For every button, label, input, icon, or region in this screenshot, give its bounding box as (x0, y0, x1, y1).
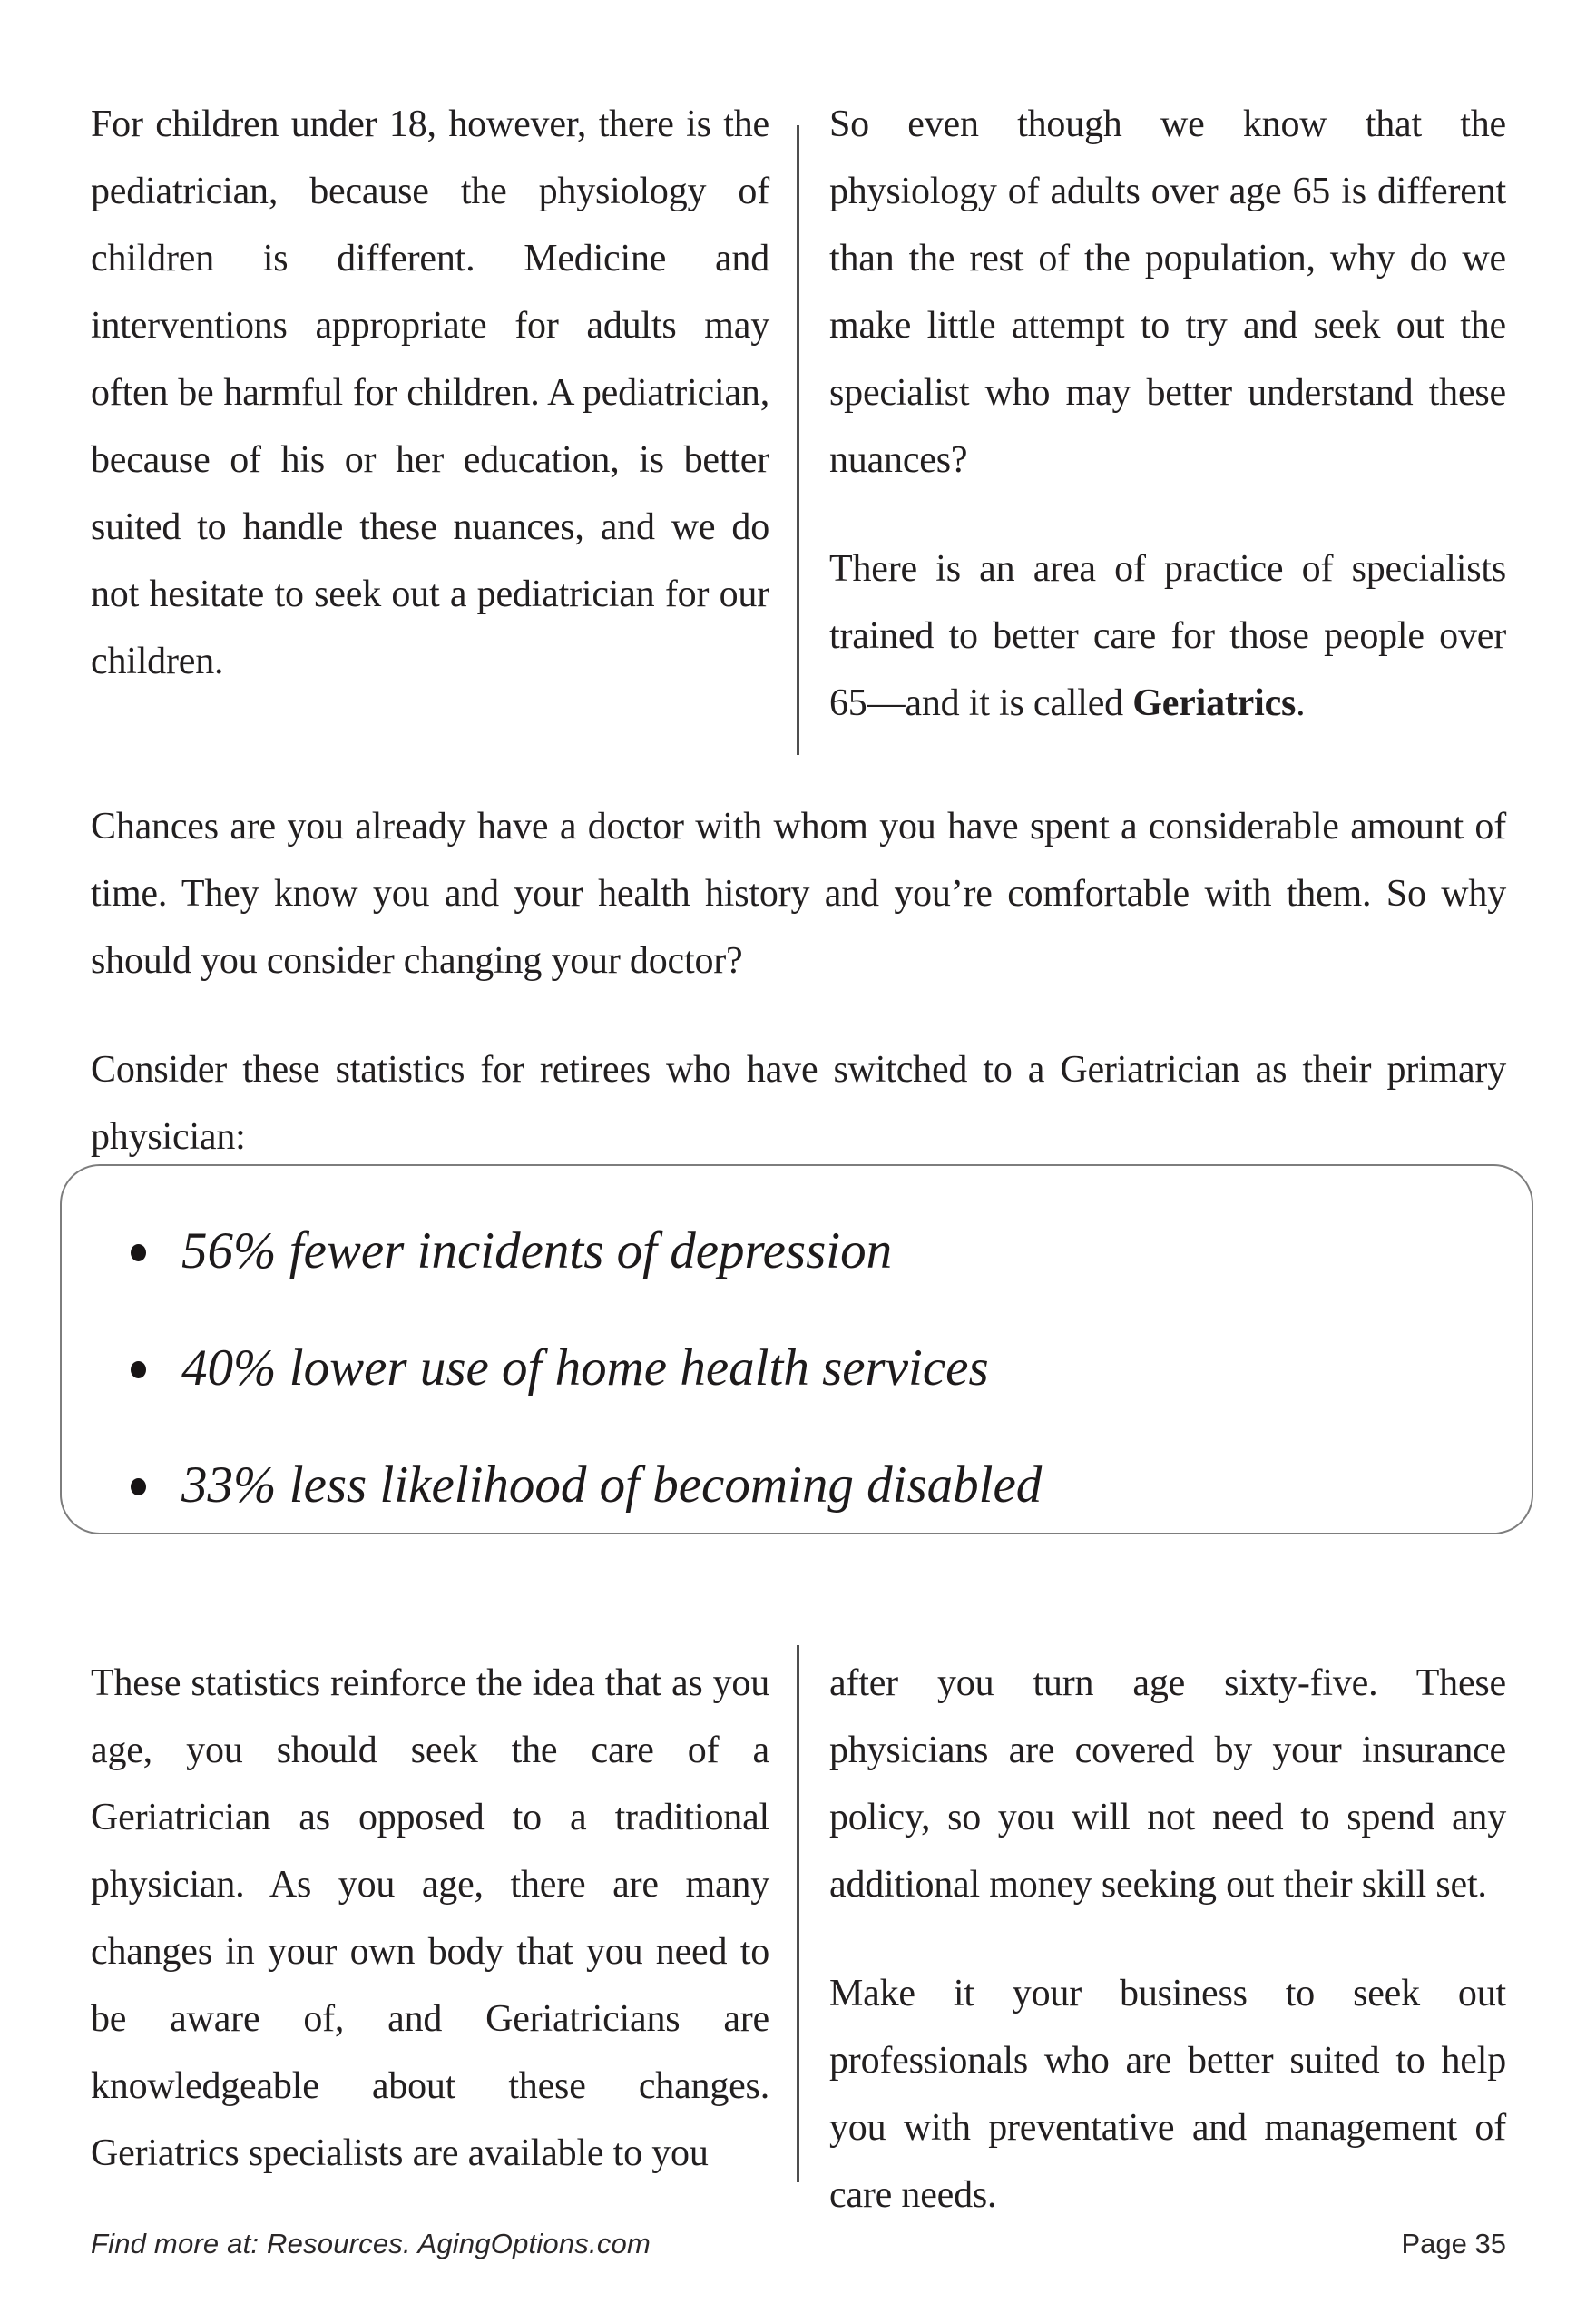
paragraph-consider-statistics: Consider these statistics for retirees who have switched to a Geriatrician as their primary physician: (91, 1049, 1506, 1158)
footer-resource-note: Find more at: Resources. AgingOptions.com (91, 2228, 651, 2259)
page-footer (91, 2228, 1506, 2260)
geriatrics-term: Geriatrics (1132, 682, 1297, 724)
stat-item-depression (131, 1219, 1495, 1284)
paragraph-children-pediatrician: For children under 18, however, there is the pediatrician, because the physiology of children is different. Medicine and interventions appropriate for adults may often be harmful for children. A pediatrician, because of his or her education, is better suited to handle these nuances, and we do not hesitate to seek out a pediatrician for our children. (91, 103, 769, 682)
geriatrics-intro-text: There is an area of practice of specialists trained to better care for those people over 65—and it is called (829, 548, 1506, 724)
page-number: Page 35 (1401, 2228, 1506, 2259)
stat-item-text: 56% fewer incidents of depression (181, 1222, 893, 1279)
paragraph-chances-doctor: Chances are you already have a doctor with whom you have spent a considerable amount of time. They know you and your health history and you’re comfortable with them. So why should you consider changing your doctor? (91, 806, 1506, 982)
geriatrics-period: . (1296, 682, 1306, 724)
paragraph-geriatrics-intro (829, 535, 1506, 737)
bottom-right-column (829, 1650, 1506, 2229)
stat-item-text: 40% lower use of home health services (181, 1339, 989, 1397)
middle-section (91, 793, 1506, 1171)
paragraph-physiology-adults: So even though we know that the physiology of adults over age 65 is different than the rest of the population, why do we make little attempt to try and seek out the specialist who may better understand these nuances? (829, 103, 1506, 481)
top-left-column (91, 91, 769, 737)
stat-item-home-health (131, 1336, 1495, 1401)
bullet-dot-icon (131, 1244, 146, 1261)
stat-item-text: 33% less likelihood of becoming disabled (181, 1456, 1043, 1514)
statistics-box (60, 1164, 1533, 1534)
bullet-dot-icon (131, 1478, 146, 1495)
paragraph-after-sixty-five: after you turn age sixty-five. These physicians are covered by your insurance policy, so you will not need to spend any additional money seeking out their skill set. (829, 1662, 1506, 1906)
statistics-list (62, 1166, 1532, 1518)
top-right-column (829, 91, 1506, 737)
paragraph-statistics-reinforce: These statistics reinforce the idea that as you age, you should seek the care of a Geriatrician as opposed to a traditional physician. As you age, there are many changes in your own body that you need to be aware of, and Geriatricians are knowledgeable about these changes. Geriatrics specialists are available to you (91, 1662, 769, 2174)
column-divider-bottom (797, 1645, 799, 2182)
stat-item-disabled (131, 1453, 1495, 1518)
paragraph-make-it-your-business: Make it your business to seek out professionals who are better suited to help you with preventative and management of care needs. (829, 1973, 1506, 2216)
bullet-dot-icon (131, 1361, 146, 1378)
column-divider-top (797, 125, 799, 755)
bottom-left-column (91, 1650, 769, 2229)
